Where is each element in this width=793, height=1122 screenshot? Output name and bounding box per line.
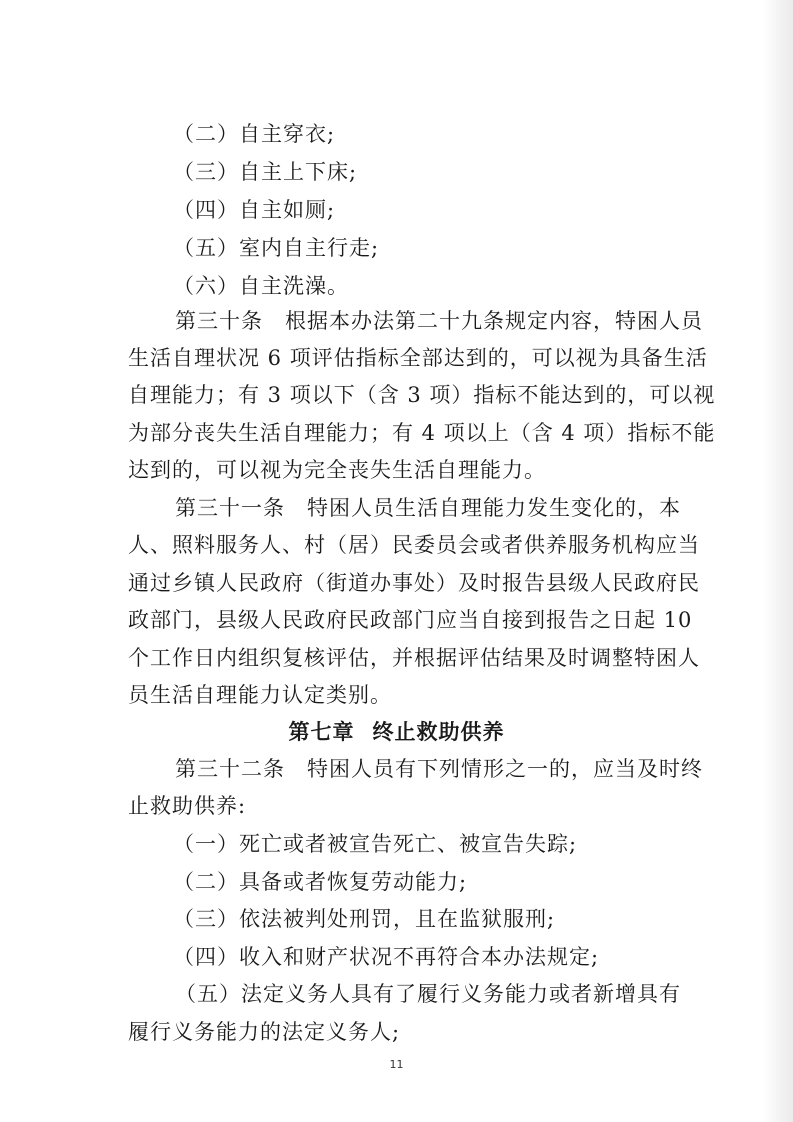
text-line: 达到的，可以视为完全丧失生活自理能力。 [128,458,546,482]
text-line: 员生活自理能力认定类别。 [128,683,392,707]
text-line: （五）法定义务人具有了履行义务能力或者新增具有 [175,982,681,1006]
text-line: 止救助供养: [128,794,247,818]
article-31-first-line: 第三十一条 特困人员生活自理能力发生变化的，本 [175,496,681,520]
text-line: （四）自主如厕; [173,198,336,222]
chapter-number: 第七章 [288,719,355,744]
chapter-title: 终止救助供养 [372,719,505,744]
text-line: （五）室内自主行走; [173,236,380,260]
text-line: 个工作日内组织复核评估，并根据评估结果及时调整特困人 [128,646,700,670]
text-line: （六）自主洗澡。 [173,274,349,298]
text-line: （二）自主穿衣; [173,122,336,146]
text-line: 履行义务能力的法定义务人; [128,1020,401,1044]
article-32-first-line: 第三十二条 特困人员有下列情形之一的，应当及时终 [175,757,703,781]
article-30-first-line: 第三十条 根据本办法第二十九条规定内容，特困人员 [175,309,703,333]
text-line: 生活自理状况 6 项评估指标全部达到的，可以视为具备生活 [128,346,708,370]
text-line: （一）死亡或者被宣告死亡、被宣告失踪; [173,832,578,856]
text-line: （四）收入和财产状况不再符合本办法规定; [173,945,600,969]
text-line: 为部分丧失生活自理能力；有 4 项以上（含 4 项）指标不能 [128,421,716,445]
text-line: （三）自主上下床; [173,160,358,184]
text-line: （二）具备或者恢复劳动能力; [173,870,468,894]
text-line: 人、照料服务人、村（居）民委员会或者供养服务机构应当 [128,533,700,557]
text-line: 政部门，县级人民政府民政部门应当自接到报告之日起 10 [128,608,693,632]
chapter-heading [0,718,793,746]
text-line: （三）依法被判处刑罚，且在监狱服刑; [173,907,556,931]
page-number: 11 [389,1058,404,1071]
text-line: 自理能力；有 3 项以下（含 3 项）指标不能达到的，可以视 [128,383,716,407]
text-line: 通过乡镇人民政府（街道办事处）及时报告县级人民政府民 [128,571,700,595]
